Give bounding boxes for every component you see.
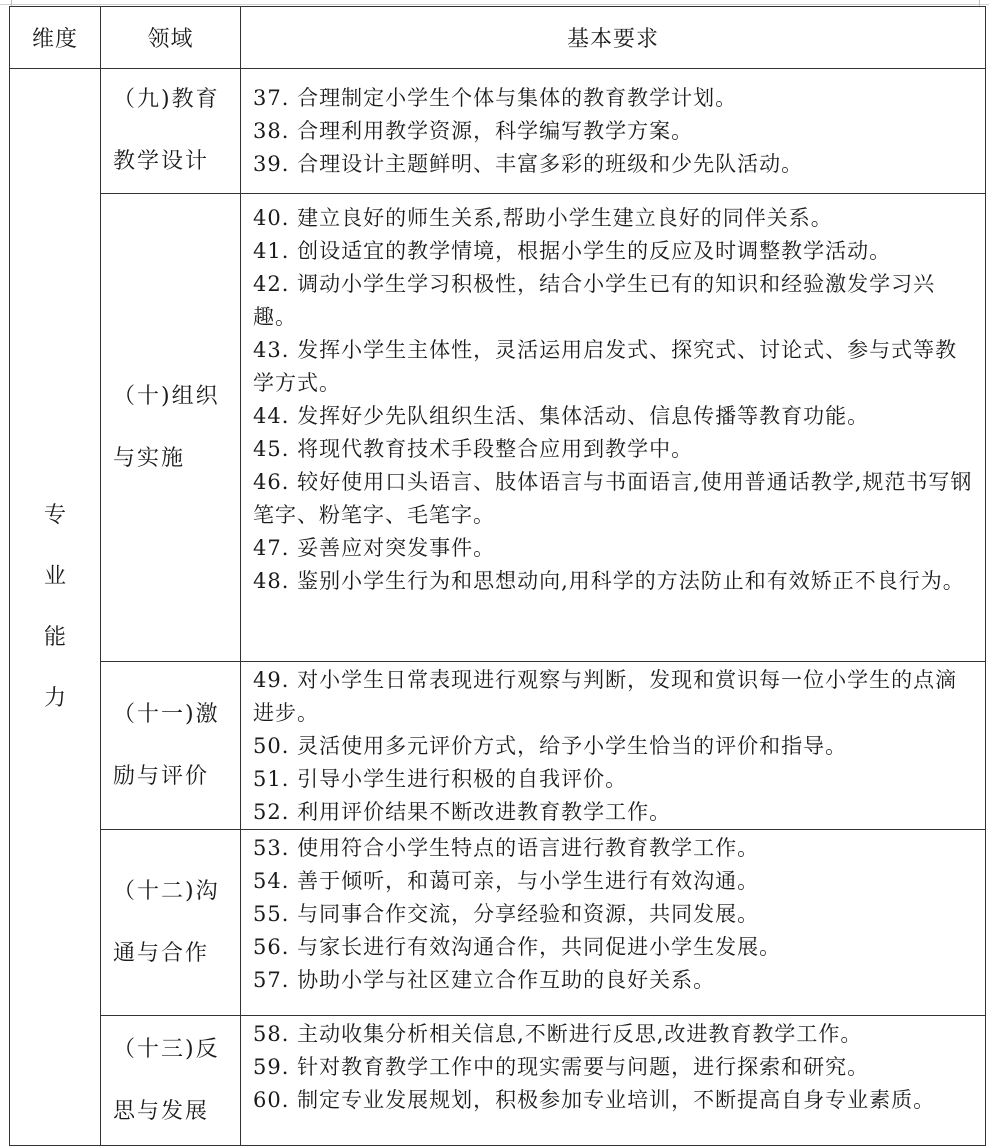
requirement-item: 43. 发挥小学生主体性，灵活运用启发式、探究式、讨论式、参与式等教学方式。 bbox=[253, 338, 958, 395]
dimension-char: 力 bbox=[43, 686, 66, 711]
requirement-item: 58. 主动收集分析相关信息,不断进行反思,改进教育教学工作。 bbox=[253, 1022, 863, 1046]
requirement-cell bbox=[241, 69, 986, 194]
requirement-item: 54. 善于倾听，和蔼可亲，与小学生进行有效沟通。 bbox=[253, 869, 760, 893]
requirement-cell bbox=[241, 662, 986, 830]
requirement-cell bbox=[241, 194, 986, 662]
requirement-item: 44. 发挥好少先队组织生活、集体活动、信息传播等教育功能。 bbox=[253, 404, 870, 428]
requirement-item: 40. 建立良好的师生关系,帮助小学生建立良好的同伴关系。 bbox=[253, 206, 833, 230]
table-row bbox=[10, 69, 986, 194]
domain-label: （九)教育教学设计 bbox=[113, 87, 220, 174]
dimension-char: 业 bbox=[43, 564, 66, 589]
requirement-item: 45. 将现代教育技术手段整合应用到教学中。 bbox=[253, 437, 694, 461]
requirement-item: 37. 合理制定小学生个体与集体的教育教学计划。 bbox=[253, 86, 738, 110]
domain-label: （十)组织与实施 bbox=[113, 383, 220, 471]
requirement-item: 57. 协助小学与社区建立合作互助的良好关系。 bbox=[253, 968, 716, 992]
requirement-item: 51. 引导小学生进行积极的自我评价。 bbox=[253, 767, 628, 791]
requirement-item: 47. 妥善应对突发事件。 bbox=[253, 536, 496, 560]
requirement-item: 42. 调动小学生学习积极性，结合小学生已有的知识和经验激发学习兴趣。 bbox=[253, 272, 936, 329]
requirement-item: 50. 灵活使用多元评价方式，给予小学生恰当的评价和指导。 bbox=[253, 734, 848, 758]
domain-cell bbox=[101, 662, 241, 830]
requirement-item: 48. 鉴别小学生行为和思想动向,用科学的方法防止和有效矫正不良行为。 bbox=[253, 569, 965, 593]
requirement-item: 52. 利用评价结果不断改进教育教学工作。 bbox=[253, 800, 672, 824]
requirement-item: 56. 与家长进行有效沟通合作，共同促进小学生发展。 bbox=[253, 935, 782, 959]
table-row bbox=[10, 662, 986, 830]
requirement-item: 49. 对小学生日常表现进行观察与判断，发现和赏识每一位小学生的点滴进步。 bbox=[253, 668, 958, 725]
requirement-item: 55. 与同事合作交流，分享经验和资源，共同发展。 bbox=[253, 902, 760, 926]
header-domain: 领域 bbox=[101, 7, 241, 69]
page-top-rule bbox=[0, 4, 989, 5]
requirements-table bbox=[9, 6, 986, 1146]
requirement-item: 46. 较好使用口头语言、肢体语言与书面语言,使用普通话教学,规范书写钢笔字、粉笔字、毛笔字。 bbox=[253, 470, 973, 527]
domain-label: （十三)反思与发展 bbox=[113, 1036, 220, 1124]
domain-cell bbox=[101, 194, 241, 662]
requirement-item: 53. 使用符合小学生特点的语言进行教育教学工作。 bbox=[253, 836, 760, 860]
table-row bbox=[10, 830, 986, 1016]
requirement-cell bbox=[241, 1016, 986, 1146]
requirement-item: 39. 合理设计主题鲜明、丰富多彩的班级和少先队活动。 bbox=[253, 152, 804, 176]
domain-cell bbox=[101, 830, 241, 1016]
requirement-item: 41. 创设适宜的教学情境，根据小学生的反应及时调整教学活动。 bbox=[253, 239, 892, 263]
table-row bbox=[10, 194, 986, 662]
domain-label: （十一)激励与评价 bbox=[113, 701, 220, 789]
domain-label: （十二)沟通与合作 bbox=[113, 878, 220, 966]
dimension-cell bbox=[10, 69, 101, 1146]
table-row bbox=[10, 1016, 986, 1146]
table-header-row bbox=[10, 7, 986, 69]
header-dimension: 维度 bbox=[10, 7, 101, 69]
requirement-item: 59. 针对教育教学工作中的现实需要与问题，进行探索和研究。 bbox=[253, 1055, 870, 1079]
domain-cell bbox=[101, 69, 241, 194]
requirement-item: 60. 制定专业发展规划，积极参加专业培训，不断提高自身专业素质。 bbox=[253, 1088, 936, 1112]
header-requirement: 基本要求 bbox=[241, 7, 986, 69]
domain-cell bbox=[101, 1016, 241, 1146]
requirement-cell bbox=[241, 830, 986, 1016]
dimension-char: 能 bbox=[43, 625, 66, 650]
requirement-item: 38. 合理利用教学资源，科学编写教学方案。 bbox=[253, 119, 694, 143]
dimension-char: 专 bbox=[43, 503, 66, 528]
